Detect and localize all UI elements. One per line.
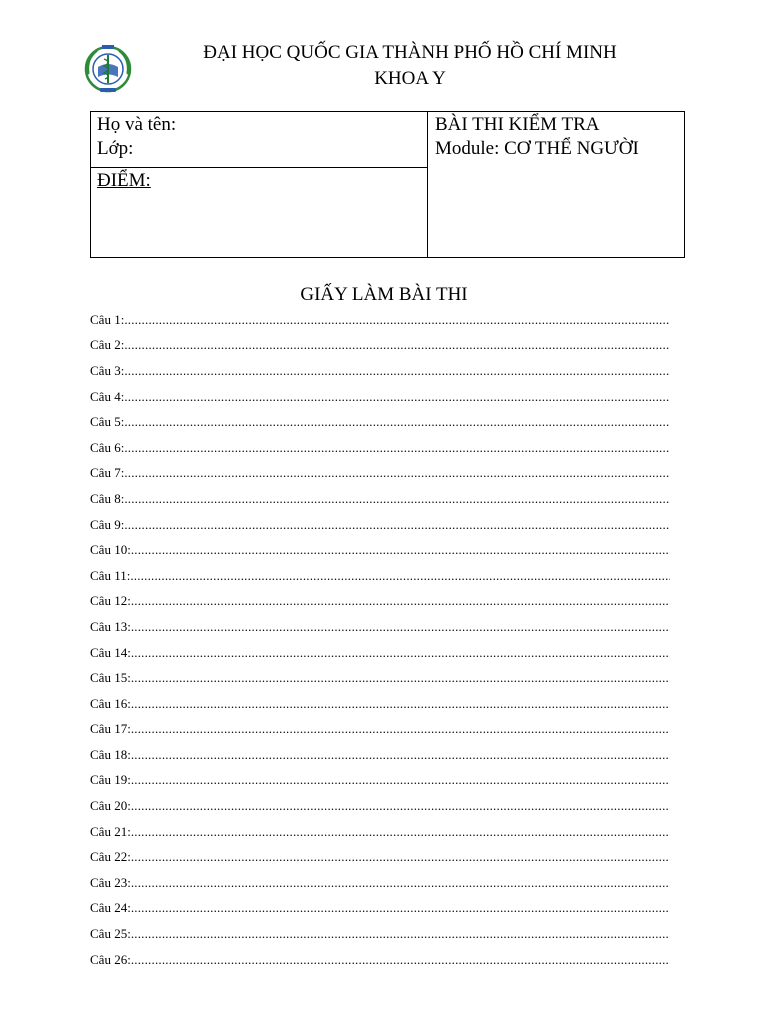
question-label: Câu 11:: [90, 567, 131, 583]
answer-dotted-line: [131, 926, 670, 942]
question-label: Câu 25:: [90, 926, 131, 942]
answer-dotted-line: [131, 696, 670, 712]
answer-line: [90, 717, 670, 743]
question-label: Câu 21:: [90, 823, 131, 839]
answer-dotted-line: [124, 389, 670, 405]
answer-dotted-line: [124, 465, 670, 481]
university-medical-logo: [80, 41, 136, 95]
question-label: Câu 10:: [90, 542, 131, 558]
answer-dotted-line: [124, 440, 670, 456]
answer-dotted-line: [131, 798, 670, 814]
question-label: Câu 4:: [90, 388, 125, 404]
question-label: Câu 17:: [90, 721, 131, 737]
answer-line: [90, 409, 670, 435]
question-label: Câu 5:: [90, 414, 125, 430]
answer-line: [90, 614, 670, 640]
answer-dotted-line: [124, 517, 670, 533]
question-label: Câu 26:: [90, 951, 131, 967]
answer-line: [90, 640, 670, 666]
answer-dotted-line: [131, 542, 670, 558]
question-label: Câu 20:: [90, 798, 131, 814]
question-label: Câu 3:: [90, 362, 125, 378]
answer-line: [90, 793, 670, 819]
answer-dotted-line: [131, 900, 670, 916]
answer-dotted-line: [131, 593, 670, 609]
answer-line: [90, 921, 670, 947]
university-header: [150, 40, 670, 92]
question-label: Câu 9:: [90, 516, 125, 532]
answer-line: [90, 947, 670, 973]
faculty-name: KHOA Y: [374, 68, 446, 89]
answer-line: [90, 870, 670, 896]
answer-line: [90, 589, 670, 615]
answer-line: [90, 844, 670, 870]
question-label: Câu 8:: [90, 490, 125, 506]
answer-line: [90, 896, 670, 922]
answer-dotted-line: [131, 619, 670, 635]
answer-dotted-line: [124, 312, 670, 328]
answer-dotted-line: [131, 670, 670, 686]
question-label: Câu 18:: [90, 746, 131, 762]
exam-title: BÀI THI KIỂM TRA: [435, 114, 600, 135]
name-label: Họ và tên:: [97, 114, 177, 135]
question-label: Câu 1:: [90, 311, 125, 327]
answer-dotted-line: [131, 824, 670, 840]
answer-line: [90, 512, 670, 538]
answer-dotted-line: [124, 363, 670, 379]
score-label: ĐIỂM:: [97, 170, 151, 191]
answer-dotted-line: [131, 952, 670, 968]
question-label: Câu 6:: [90, 439, 125, 455]
answer-dotted-line: [124, 414, 670, 430]
answer-dotted-line: [131, 747, 670, 763]
answer-line: [90, 665, 670, 691]
answer-dotted-line: [131, 772, 670, 788]
answer-dotted-line: [131, 875, 670, 891]
question-label: Câu 2:: [90, 337, 125, 353]
answer-dotted-line: [124, 337, 670, 353]
answer-line: [90, 768, 670, 794]
question-label: Câu 7:: [90, 465, 125, 481]
answer-line: [90, 461, 670, 487]
answer-dotted-line: [131, 849, 670, 865]
question-label: Câu 13:: [90, 618, 131, 634]
question-label: Câu 19:: [90, 772, 131, 788]
answer-line: [90, 307, 670, 333]
answer-line: [90, 537, 670, 563]
student-info-table: [90, 111, 685, 258]
answer-line: [90, 435, 670, 461]
answer-dotted-line: [124, 491, 670, 507]
class-label: Lớp:: [97, 138, 134, 159]
student-info-cell: [91, 112, 428, 168]
answer-list: [90, 307, 670, 972]
question-label: Câu 12:: [90, 593, 131, 609]
question-label: Câu 16:: [90, 695, 131, 711]
score-cell: [91, 168, 428, 257]
answer-line: [90, 691, 670, 717]
answer-line: [90, 742, 670, 768]
question-label: Câu 24:: [90, 900, 131, 916]
question-label: Câu 23:: [90, 874, 131, 890]
question-label: Câu 14:: [90, 644, 131, 660]
module-name: Module: CƠ THỂ NGƯỜI: [435, 138, 639, 159]
answer-line: [90, 384, 670, 410]
answer-line: [90, 486, 670, 512]
exam-info-cell: [428, 112, 684, 257]
answer-line: [90, 358, 670, 384]
question-label: Câu 15:: [90, 670, 131, 686]
university-name: ĐẠI HỌC QUỐC GIA THÀNH PHỐ HỒ CHÍ MINH: [203, 42, 617, 63]
answer-dotted-line: [130, 568, 670, 584]
answer-line: [90, 333, 670, 359]
answer-dotted-line: [131, 645, 670, 661]
answer-dotted-line: [131, 721, 670, 737]
answer-line: [90, 819, 670, 845]
answer-line: [90, 563, 670, 589]
question-label: Câu 22:: [90, 849, 131, 865]
answer-sheet-title: GIẤY LÀM BÀI THI: [300, 284, 468, 305]
